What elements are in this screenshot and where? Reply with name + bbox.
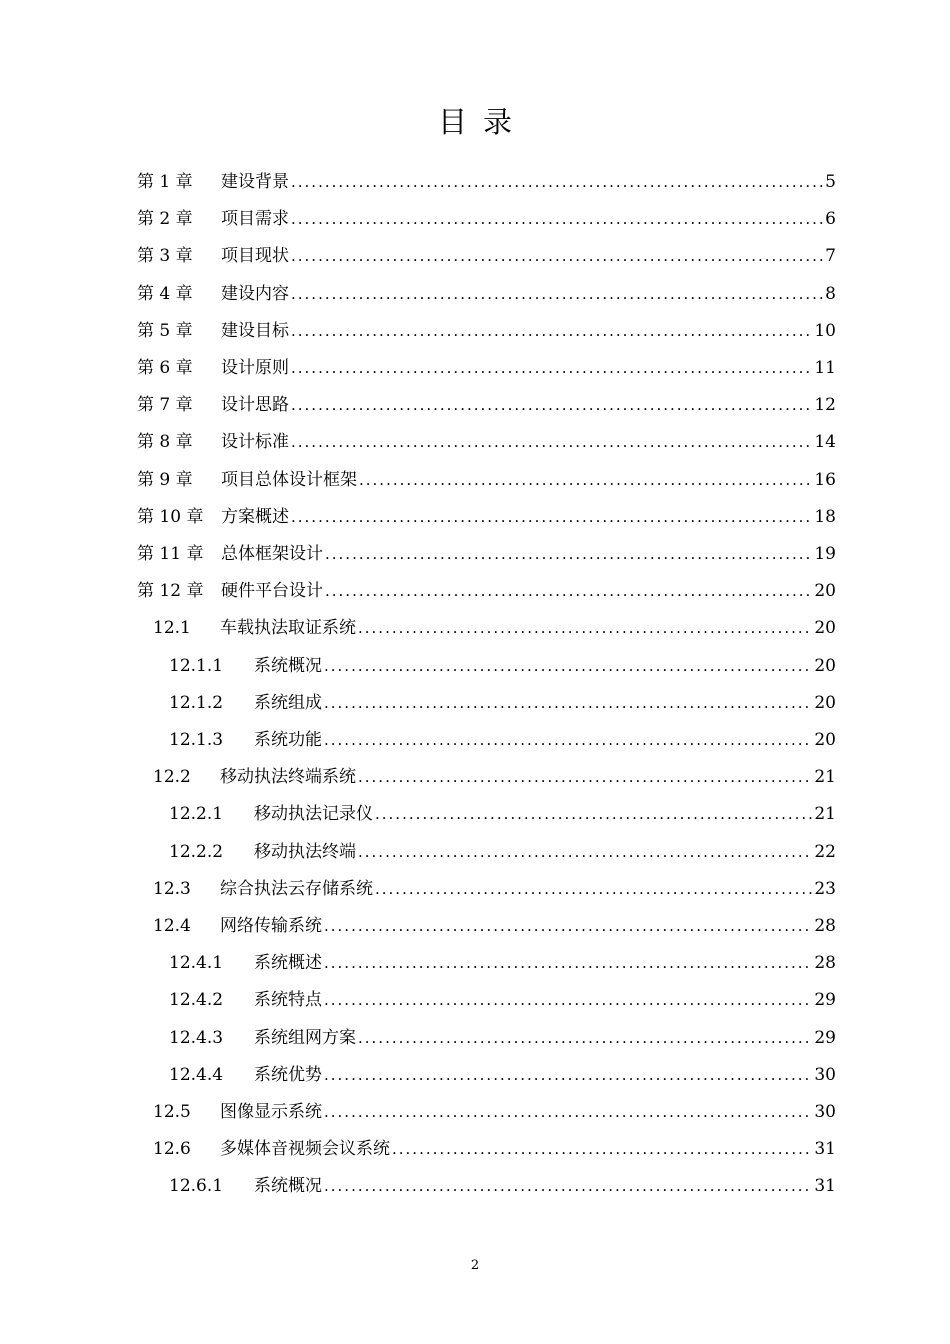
toc-leader-dots — [324, 1060, 812, 1090]
toc-entry-number: 12.6 — [153, 1139, 191, 1160]
toc-entry-title: 系统特点 — [254, 990, 322, 1011]
toc-leader-dots — [358, 762, 812, 792]
toc-entry-page: 23 — [814, 878, 836, 899]
toc-entry-page: 29 — [814, 990, 836, 1011]
toc-entry-title: 系统组网方案 — [254, 1027, 356, 1048]
toc-entry-title: 系统功能 — [254, 730, 322, 750]
toc-entry-page: 18 — [814, 506, 836, 527]
toc-entry-number: 12.2.1 — [169, 804, 224, 825]
toc-entry-title: 建设目标 — [221, 320, 289, 341]
toc-entry-number: 12.4 — [153, 916, 191, 936]
toc-leader-dots — [324, 948, 812, 978]
toc-entry[interactable] — [153, 1097, 836, 1127]
toc-entry-title: 车载执法取证系统 — [220, 618, 356, 639]
toc-entry-title: 项目需求 — [221, 209, 289, 230]
toc-leader-dots — [324, 725, 812, 755]
toc-entry-page: 21 — [814, 804, 836, 825]
toc-entry-title: 系统概况 — [254, 655, 322, 676]
toc-entry-number: 12.5 — [153, 1102, 191, 1122]
toc-entry-page: 22 — [814, 841, 836, 862]
toc-entry[interactable] — [137, 502, 836, 532]
toc-entry-page: 6 — [825, 209, 836, 230]
toc-entry-number: 第 5 章 — [137, 320, 193, 341]
toc-entry-number: 第 4 章 — [137, 283, 193, 304]
toc-leader-dots — [291, 502, 812, 532]
toc-entry[interactable] — [169, 837, 836, 867]
toc-entry-page: 20 — [814, 692, 836, 713]
toc-entry-title: 移动执法记录仪 — [254, 804, 373, 825]
toc-entry-title: 系统概况 — [254, 1176, 322, 1197]
toc-entry[interactable] — [137, 316, 836, 346]
toc-entry[interactable] — [137, 539, 836, 569]
toc-entry-number: 12.2 — [153, 767, 191, 788]
toc-entry-number: 第 11 章 — [137, 544, 204, 564]
toc-entry-page: 31 — [814, 1176, 836, 1197]
toc-entry-page: 20 — [814, 655, 836, 676]
toc-entry[interactable] — [169, 1023, 836, 1053]
toc-entry-number: 第 12 章 — [137, 581, 204, 602]
toc-leader-dots — [358, 837, 812, 867]
toc-entry-number: 第 9 章 — [137, 469, 193, 490]
toc-entry-number: 12.1.2 — [169, 692, 224, 713]
toc-entry-number: 第 6 章 — [137, 358, 193, 378]
toc-entry[interactable] — [153, 762, 836, 792]
toc-entry[interactable] — [153, 1134, 836, 1164]
toc-leader-dots — [324, 1097, 812, 1127]
toc-entry-page: 12 — [814, 395, 836, 416]
toc-entry-number: 第 7 章 — [137, 395, 193, 416]
toc-leader-dots — [392, 1134, 812, 1164]
toc-entry-title: 设计思路 — [221, 395, 289, 416]
toc-entry[interactable] — [137, 427, 836, 457]
toc-entry[interactable] — [137, 353, 836, 383]
toc-entry[interactable] — [169, 1060, 836, 1090]
toc-entry-number: 12.2.2 — [169, 841, 224, 862]
toc-leader-dots — [324, 688, 812, 718]
toc-entry-page: 21 — [814, 767, 836, 788]
toc-entry-title: 网络传输系统 — [220, 916, 322, 936]
toc-entry-title: 设计原则 — [221, 358, 289, 378]
toc-entry-title: 多媒体音视频会议系统 — [220, 1139, 390, 1160]
toc-entry[interactable] — [153, 874, 836, 904]
toc-entry-page: 11 — [814, 358, 836, 378]
toc-leader-dots — [375, 874, 812, 904]
toc-entry-title: 综合执法云存储系统 — [220, 878, 373, 899]
toc-entry[interactable] — [137, 465, 836, 495]
toc-entry[interactable] — [169, 948, 836, 978]
toc-entry-page: 20 — [814, 581, 836, 602]
toc-entry-page: 7 — [825, 246, 836, 267]
toc-entry-number: 12.1.1 — [169, 655, 224, 676]
toc-leader-dots — [325, 539, 812, 569]
toc-entry-number: 12.1 — [153, 618, 191, 639]
toc-entry-number: 第 1 章 — [137, 172, 193, 192]
toc-leader-dots — [359, 465, 812, 495]
toc-entry-page: 29 — [814, 1027, 836, 1048]
toc-entry-number: 12.4.3 — [169, 1027, 224, 1048]
toc-leader-dots — [291, 204, 823, 234]
toc-entry-page: 10 — [814, 320, 836, 341]
toc-entry-number: 12.4.2 — [169, 990, 224, 1011]
toc-entry[interactable] — [153, 613, 836, 643]
toc-leader-dots — [358, 613, 812, 643]
toc-entry-page: 20 — [814, 730, 836, 750]
toc-entry-number: 第 3 章 — [137, 246, 193, 267]
toc-entry-page: 14 — [814, 432, 836, 453]
toc-entry-number: 12.6.1 — [169, 1176, 224, 1197]
toc-leader-dots — [291, 316, 812, 346]
toc-entry-page: 31 — [814, 1139, 836, 1160]
toc-leader-dots — [291, 167, 823, 197]
toc-leader-dots — [291, 279, 823, 309]
toc-leader-dots — [324, 651, 812, 681]
toc-entry-number: 第 8 章 — [137, 432, 193, 453]
toc-entry[interactable] — [169, 985, 836, 1015]
toc-entry-number: 第 10 章 — [137, 506, 204, 527]
toc-entry-page: 30 — [814, 1064, 836, 1085]
toc-entry[interactable] — [137, 167, 836, 197]
toc-entry-title: 项目总体设计框架 — [221, 469, 357, 490]
toc-entry-page: 8 — [825, 283, 836, 304]
toc-leader-dots — [325, 576, 812, 606]
toc-entry-page: 28 — [814, 916, 836, 936]
toc-entry-page: 20 — [814, 618, 836, 639]
toc-entry[interactable] — [137, 390, 836, 420]
toc-entry[interactable] — [153, 911, 836, 941]
toc-leader-dots — [291, 390, 812, 420]
toc-entry-title: 系统概述 — [254, 953, 322, 974]
toc-leader-dots — [375, 799, 812, 829]
toc-entry[interactable] — [169, 688, 836, 718]
toc-entry-number: 12.4.1 — [169, 953, 224, 974]
page-number: 2 — [470, 1258, 480, 1273]
toc-entry[interactable] — [169, 1171, 836, 1201]
toc-entry-page: 19 — [814, 544, 836, 564]
toc-entry-title: 建设背景 — [221, 172, 289, 192]
toc-leader-dots — [291, 353, 812, 383]
toc-entry-title: 硬件平台设计 — [221, 581, 323, 602]
toc-entry-page: 30 — [814, 1102, 836, 1122]
toc-title: 目录 — [437, 105, 528, 139]
toc-leader-dots — [324, 985, 812, 1015]
toc-entry[interactable] — [169, 725, 836, 755]
toc-entry[interactable] — [137, 279, 836, 309]
toc-entry-title: 总体框架设计 — [221, 544, 323, 564]
toc-entry-title: 建设内容 — [221, 283, 289, 304]
toc-leader-dots — [324, 1171, 812, 1201]
toc-entry-title: 图像显示系统 — [220, 1102, 322, 1122]
toc-entry[interactable] — [169, 651, 836, 681]
toc-entry-number: 12.3 — [153, 878, 191, 899]
toc-entry-title: 系统组成 — [254, 692, 322, 713]
toc-entry-page: 16 — [814, 469, 836, 490]
toc-entry-page: 28 — [814, 953, 836, 974]
toc-leader-dots — [291, 427, 812, 457]
toc-leader-dots — [291, 241, 823, 271]
toc-entry-title: 移动执法终端 — [254, 841, 356, 862]
toc-entry-title: 移动执法终端系统 — [220, 767, 356, 788]
toc-entry-number: 12.1.3 — [169, 730, 224, 750]
toc-entry[interactable] — [137, 576, 836, 606]
toc-entry[interactable] — [137, 241, 836, 271]
toc-leader-dots — [324, 911, 812, 941]
toc-entry[interactable] — [169, 799, 836, 829]
toc-entry-title: 方案概述 — [221, 506, 289, 527]
toc-entry[interactable] — [137, 204, 836, 234]
toc-entry-number: 12.4.4 — [169, 1064, 224, 1085]
toc-entry-number: 第 2 章 — [137, 209, 193, 230]
toc-entry-page: 5 — [825, 172, 836, 192]
toc-entry-title: 项目现状 — [221, 246, 289, 267]
toc-leader-dots — [358, 1023, 812, 1053]
toc-entry-title: 系统优势 — [254, 1064, 322, 1085]
toc-entry-title: 设计标准 — [221, 432, 289, 453]
